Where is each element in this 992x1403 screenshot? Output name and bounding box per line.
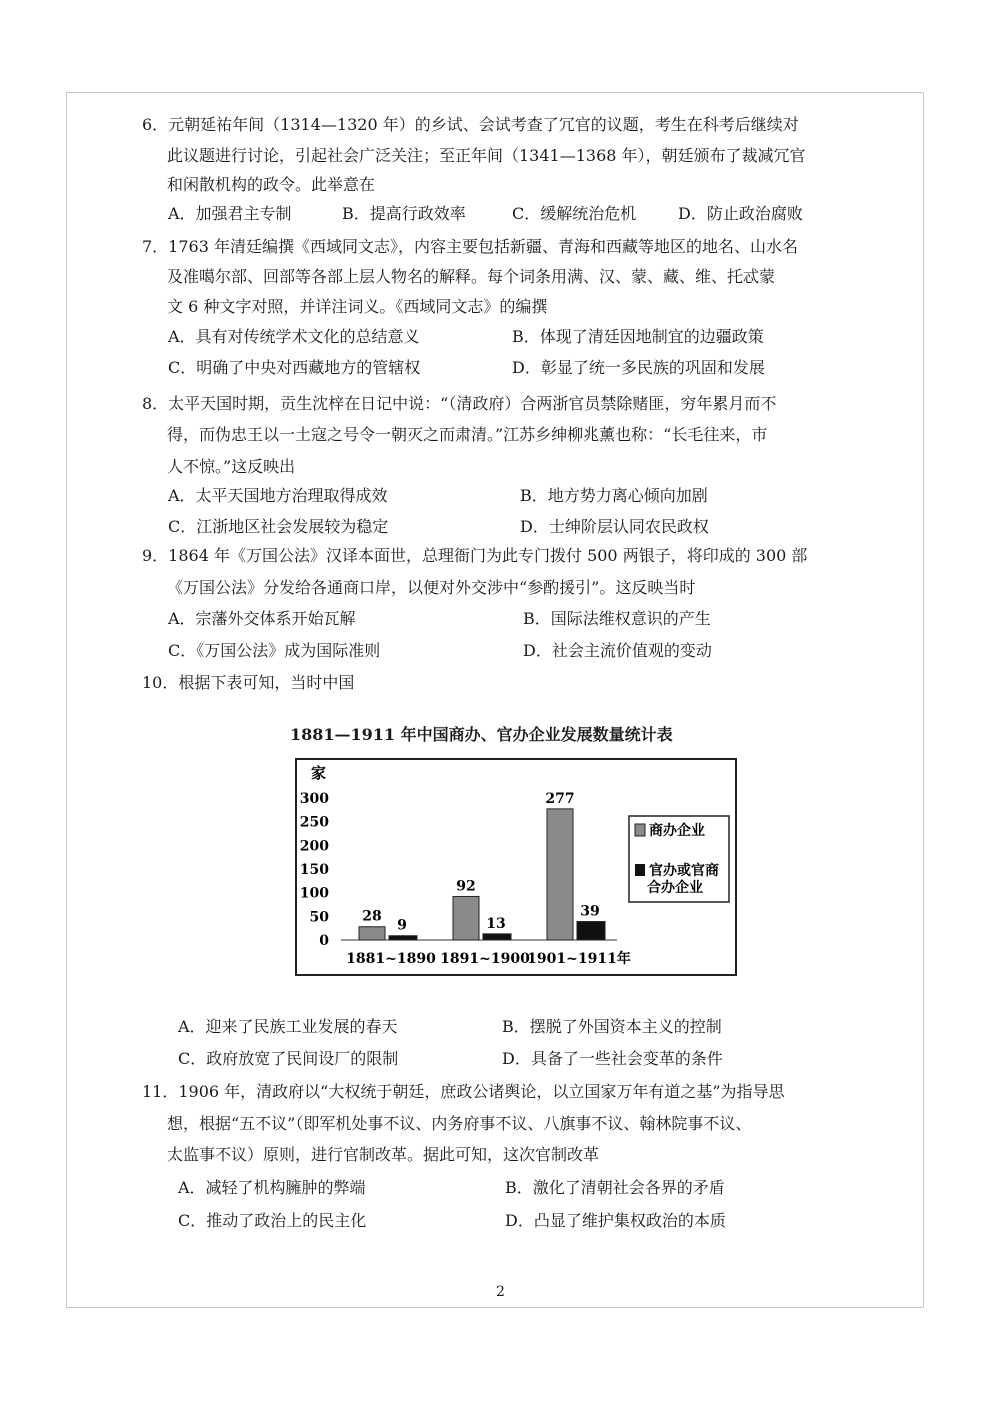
question-stem: 11．1906 年，清政府以“大权统于朝廷，庶政公诸舆论，以立国家万年有道之基”为指导思	[142, 1082, 785, 1101]
answer-option-a: A．具有对传统学术文化的总结意义	[168, 327, 420, 346]
bar-chart	[297, 760, 735, 974]
answer-option-d: D．彰显了统一多民族的巩固和发展	[512, 358, 765, 377]
answer-option-a: A．减轻了机构臃肿的弊端	[178, 1178, 366, 1197]
x-category-label: 1891~1900	[440, 951, 530, 967]
answer-option-c: C．推动了政治上的民主化	[178, 1211, 367, 1230]
question-stem: 9．1864 年《万国公法》汉译本面世，总理衙门为此专门拨付 500 两银子，将印成的 300 部	[142, 546, 808, 565]
question-stem-continued: 和闲散机构的政令。此举意在	[167, 175, 376, 194]
answer-option-d: D．士绅阶层认同农民政权	[520, 517, 709, 536]
legend-label-official: 官办或官商合办企业	[647, 863, 719, 896]
question-stem-continued: 此议题进行讨论，引起社会广泛关注；至正年间（1341—1368 年），朝廷颁布了裁减冗官	[167, 146, 806, 165]
bar-private-1	[453, 896, 479, 940]
question-stem: 8．太平天国时期，贡生沈梓在日记中说：“（清政府）合两浙官员禁除赌匪，穷年累月而不	[142, 394, 777, 413]
y-tick-label: 300	[299, 791, 329, 807]
bar-value-label: 39	[580, 903, 600, 920]
question-stem: 7．1763 年清廷编撰《西域同文志》，内容主要包括新疆、青海和西藏等地区的地名、山水名	[142, 237, 798, 256]
answer-option-a: A．太平天国地方治理取得成效	[168, 486, 388, 505]
bar-private-2	[547, 809, 573, 940]
question-stem: 10．根据下表可知，当时中国	[142, 673, 355, 692]
answer-option-b: B．摆脱了外国资本主义的控制	[502, 1017, 722, 1036]
question-stem-continued: 太监事不议）原则，进行官制改革。据此可知，这次官制改革	[167, 1145, 600, 1164]
answer-option-c: C．缓解统治危机	[512, 204, 637, 223]
question-stem-continued: 想，根据“五不议”（即军机处事不议、内务府事不议、八旗事不议、翰林院事不议、	[167, 1114, 752, 1133]
answer-option-b: B．地方势力离心倾向加剧	[520, 486, 708, 505]
bar-official-0	[389, 936, 417, 940]
answer-option-a: A．加强君主专制	[168, 204, 292, 223]
answer-option-c: C．《万国公法》成为国际准则	[168, 641, 381, 660]
y-tick-label: 200	[299, 838, 329, 855]
question-stem-continued: 《万国公法》分发给各通商口岸，以便对外交涉中“参酌援引”。这反映当时	[167, 578, 696, 597]
y-tick-label: 0	[319, 933, 329, 949]
y-tick-label: 150	[299, 862, 329, 878]
y-axis-unit-label: 家	[311, 764, 327, 782]
legend-swatch-private	[635, 824, 645, 836]
question-stem-continued: 得，而伪忠王以一土寇之号令一朝灭之而肃清。”江苏乡绅柳兆薰也称：“长毛往来，市	[167, 425, 768, 444]
answer-option-d: D．具备了一些社会变革的条件	[502, 1049, 723, 1068]
y-tick-label: 100	[299, 885, 329, 902]
bar-private-0	[359, 927, 385, 940]
bar-value-label: 277	[545, 790, 575, 807]
x-category-label: 1881~1890	[346, 951, 436, 967]
question-stem-continued: 人不惊。”这反映出	[167, 457, 296, 476]
answer-option-a: A．迎来了民族工业发展的春天	[178, 1017, 398, 1036]
bar-official-1	[483, 934, 511, 940]
x-category-label: 1901~1911年	[527, 951, 631, 967]
answer-option-c: C．江浙地区社会发展较为稳定	[168, 517, 389, 536]
y-tick-label: 250	[299, 814, 329, 831]
answer-option-b: B．体现了清廷因地制宜的边疆政策	[512, 327, 764, 346]
question-stem-continued: 及准噶尔部、回部等各部上层人物名的解释。每个词条用满、汉、蒙、藏、维、托忒蒙	[167, 267, 776, 286]
answer-option-c: C．政府放宽了民间设厂的限制	[178, 1049, 399, 1068]
question-stem-continued: 文 6 种文字对照，并详注词义。《西域同文志》的编撰	[167, 297, 548, 316]
bar-value-label: 92	[456, 878, 476, 895]
bar-value-label: 28	[362, 908, 382, 925]
answer-option-a: A．宗藩外交体系开始瓦解	[168, 609, 356, 628]
page-number: 2	[496, 1284, 505, 1300]
legend-swatch-official	[635, 864, 645, 876]
y-tick-label: 50	[309, 909, 329, 926]
bar-value-label: 13	[486, 915, 506, 932]
question-stem: 6．元朝延祐年间（1314—1320 年）的乡试、会试考查了冗官的议题，考生在科考后继续对	[142, 115, 799, 134]
bar-official-2	[577, 922, 605, 940]
answer-option-d: D．防止政治腐败	[678, 204, 803, 223]
answer-option-d: D．社会主流价值观的变动	[523, 641, 712, 660]
bar-value-label: 9	[397, 917, 407, 934]
answer-option-b: B．提高行政效率	[342, 204, 466, 223]
legend-label-private: 商办企业	[649, 823, 705, 839]
answer-option-c: C．明确了中央对西藏地方的管辖权	[168, 358, 421, 377]
chart-title: 1881—1911 年中国商办、官办企业发展数量统计表	[290, 725, 673, 744]
answer-option-d: D．凸显了维护集权政治的本质	[505, 1211, 726, 1230]
answer-option-b: B．国际法维权意识的产生	[523, 609, 711, 628]
chart-frame	[295, 758, 737, 976]
answer-option-b: B．激化了清朝社会各界的矛盾	[505, 1178, 725, 1197]
